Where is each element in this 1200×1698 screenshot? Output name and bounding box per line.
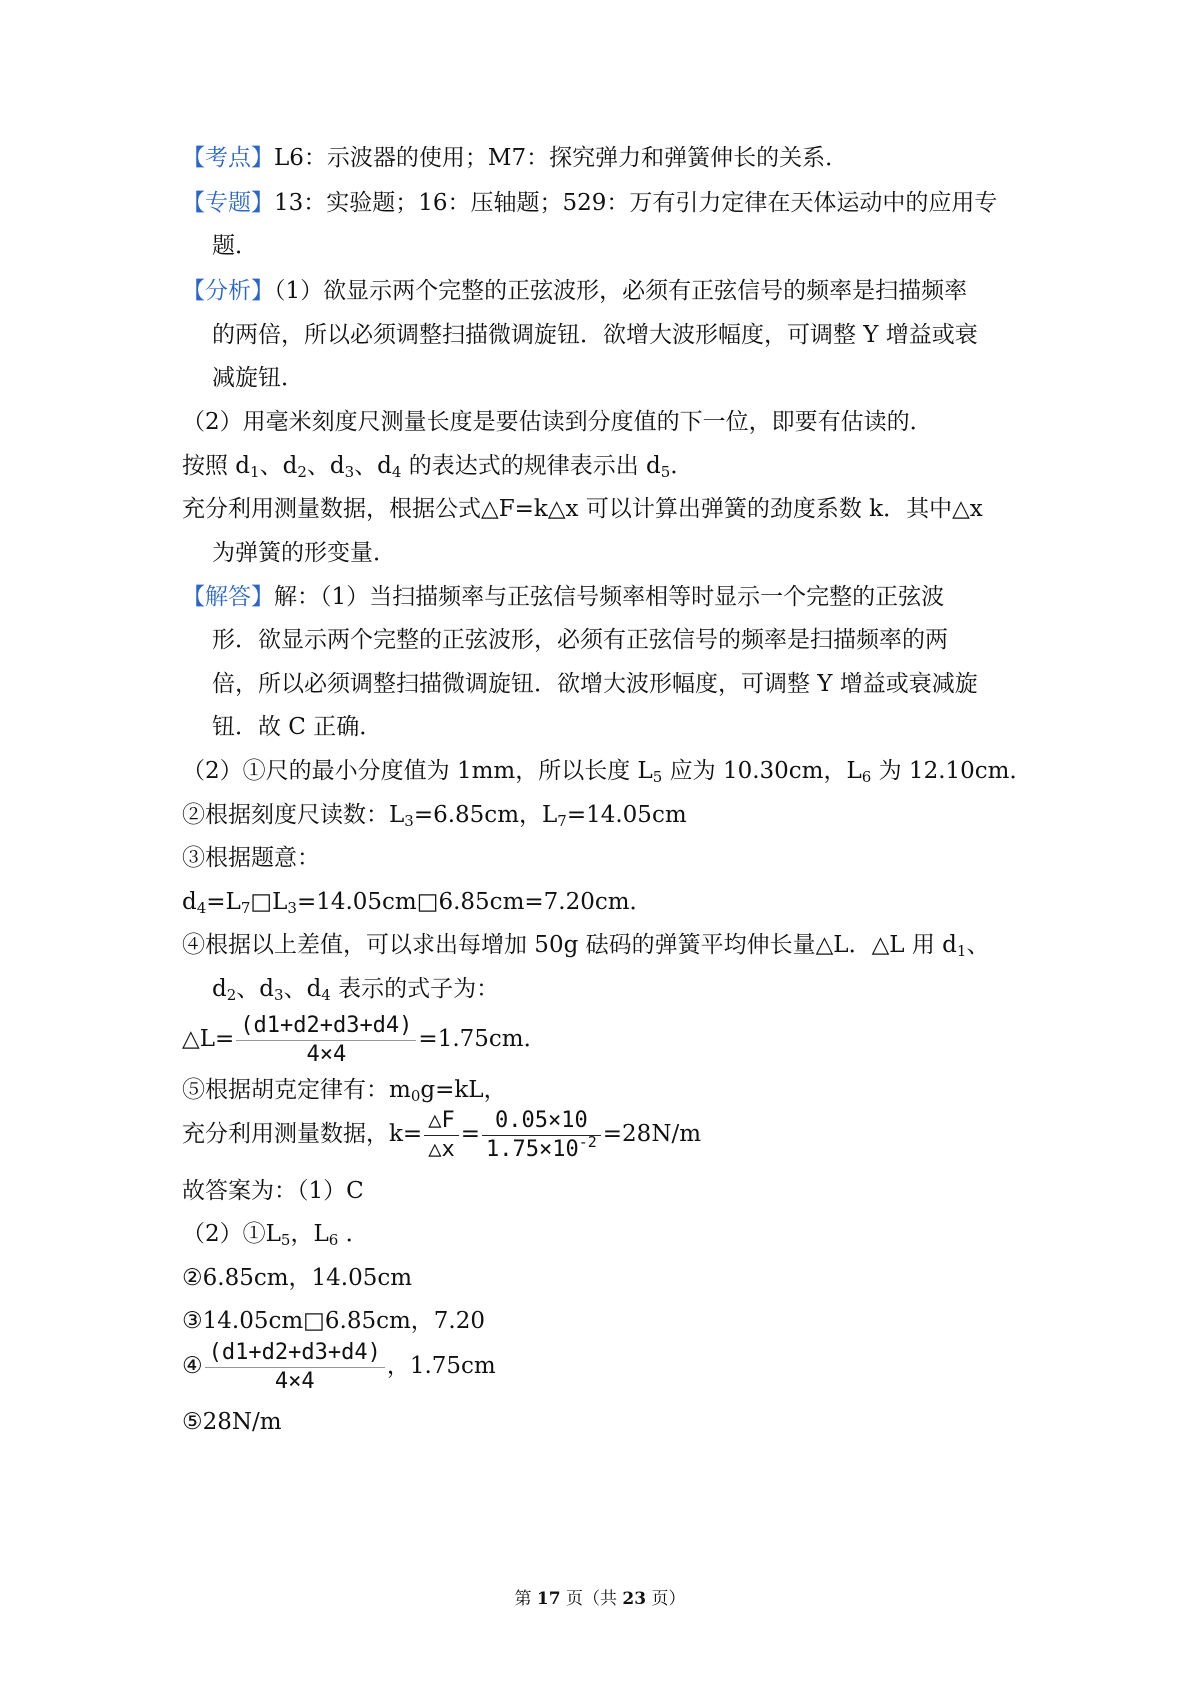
- jieda-text: 解：（1）当扫描频率与正弦信号频率相等时显示一个完整的正弦波: [274, 584, 945, 610]
- fenxi-tag: 【分析】: [182, 278, 274, 304]
- text: ④: [182, 1353, 203, 1379]
- solution-2-1: [182, 756, 1032, 786]
- subscript: 7: [240, 899, 251, 917]
- subscript: 4: [391, 463, 402, 481]
- zhuanti-line-2: 题．: [212, 233, 258, 259]
- delta-l-fraction: [236, 1013, 416, 1068]
- delta-f-over-delta-x: [424, 1108, 459, 1163]
- text: ②根据刻度尺读数：L: [182, 802, 405, 828]
- jieda-line-3: 倍，所以必须调整扫描微调旋钮．欲增大波形幅度，可调整 Y 增益或衰减旋: [212, 671, 978, 697]
- solution-2-2: [182, 800, 687, 830]
- text: 按照 d: [182, 453, 251, 479]
- text: 、d: [283, 976, 322, 1002]
- zhuanti-text: 13：实验题；16：压轴题；529：万有引力定律在天体运动中的应用专: [274, 190, 998, 216]
- answer-fraction: [205, 1340, 385, 1395]
- fraction-numerator: (d1+d2+d3+d4): [205, 1340, 385, 1368]
- subscript: 1: [250, 463, 260, 481]
- text: 、d: [306, 453, 345, 479]
- subscript: 5: [652, 768, 663, 786]
- subscript: 6: [861, 768, 872, 786]
- fraction-numerator: △F: [424, 1108, 459, 1136]
- subscript: 6: [328, 1231, 339, 1249]
- analysis-line-2: （2）用毫米刻度尺测量长度是要估读到分度值的下一位，即要有估读的．: [182, 409, 933, 435]
- text: 第: [514, 1589, 537, 1609]
- text: ，1.75cm: [386, 1353, 496, 1379]
- fenxi-text: （1）欲显示两个完整的正弦波形，必须有正弦信号的频率是扫描频率: [274, 278, 968, 304]
- subscript: 5: [280, 1231, 291, 1249]
- answer-2-4: [182, 1338, 496, 1395]
- fraction-numerator: (d1+d2+d3+d4): [236, 1013, 416, 1041]
- fenxi-line: [182, 276, 967, 306]
- fraction-numerator: 0.05×10: [482, 1108, 601, 1136]
- subscript: 3: [274, 986, 284, 1004]
- hooke-law-line: [182, 1075, 507, 1105]
- text: 、d: [354, 453, 392, 479]
- text: 、d: [259, 453, 298, 479]
- subscript: 4: [196, 899, 207, 917]
- text: ．: [338, 1221, 369, 1247]
- text: =14.05cm: [566, 802, 687, 828]
- subscript: 5: [660, 463, 671, 481]
- subscript: 7: [557, 812, 567, 830]
- answer-header: 故答案为：（1）C: [182, 1178, 364, 1204]
- kaodian-text: L6：示波器的使用；M7：探究弹力和弹簧伸长的关系．: [274, 145, 849, 171]
- answer-2-1: [182, 1219, 369, 1249]
- subscript: 2: [226, 986, 237, 1004]
- text: □L: [250, 889, 288, 915]
- total-pages: 23: [622, 1589, 647, 1609]
- subscript: 0: [410, 1087, 421, 1105]
- text: g=kL，: [420, 1077, 507, 1103]
- solution-2-4: [182, 887, 653, 917]
- text: 1.75×10: [486, 1136, 579, 1162]
- analysis-line-4: 充分利用测量数据，根据公式△F=k△x 可以计算出弹簧的劲度系数 k．其中△x: [182, 496, 983, 522]
- text: =28N/m: [602, 1121, 702, 1147]
- text: =14.05cm□6.85cm=7.20cm．: [296, 889, 653, 915]
- text: 页）: [646, 1589, 686, 1609]
- page-number: 17: [536, 1589, 561, 1609]
- numeric-fraction: [482, 1108, 601, 1163]
- jieda-line: [182, 582, 944, 612]
- analysis-line-4b: 为弹簧的形变量．: [212, 540, 396, 566]
- text: （2）①L: [182, 1221, 281, 1247]
- subscript: 3: [287, 899, 297, 917]
- page-footer: [0, 1584, 1200, 1609]
- fraction-denominator: △x: [428, 1136, 455, 1162]
- jieda-tag: 【解答】: [182, 584, 274, 610]
- text: 的表达式的规律表示出 d: [401, 453, 661, 479]
- solution-2-5b: [212, 974, 499, 1004]
- text: 页（共: [560, 1589, 623, 1609]
- jieda-line-2: 形．欲显示两个完整的正弦波形，必须有正弦信号的频率是扫描频率的两: [212, 627, 948, 653]
- k-calculation: [182, 1106, 701, 1163]
- subscript: 4: [321, 986, 331, 1004]
- text: 为 12.10cm．: [871, 758, 1033, 784]
- text: 表示的式子为：: [330, 976, 500, 1002]
- answer-2-5: ⑤28N/m: [182, 1409, 282, 1435]
- fenxi-line-2: 的两倍，所以必须调整扫描微调旋钮．欲增大波形幅度，可调整 Y 增益或衰: [212, 322, 978, 348]
- zhuanti-tag: 【专题】: [182, 190, 274, 216]
- fraction-denominator: 4×4: [306, 1041, 347, 1067]
- text: 、d: [236, 976, 275, 1002]
- text: （2）①尺的最小分度值为 1mm，所以长度 L: [182, 758, 653, 784]
- jieda-line-4: 钮．故 C 正确．: [212, 714, 383, 740]
- answer-2-2: ②6.85cm，14.05cm: [182, 1265, 413, 1291]
- subscript: 3: [404, 812, 414, 830]
- subscript: 1: [956, 942, 967, 960]
- kaodian-tag: 【考点】: [182, 145, 274, 171]
- answer-2-3: ③14.05cm□6.85cm，7.20: [182, 1308, 485, 1334]
- text: 充分利用测量数据，k=: [182, 1121, 423, 1147]
- fraction-denominator: 4×4: [274, 1368, 315, 1394]
- text: ．: [670, 453, 694, 479]
- text: =: [460, 1121, 480, 1147]
- text: d: [212, 976, 227, 1002]
- subscript: 2: [297, 463, 307, 481]
- text: 应为 10.30cm，L: [662, 758, 862, 784]
- text: ，L: [290, 1221, 329, 1247]
- analysis-line-3: [182, 451, 693, 481]
- text: =6.85cm，L: [413, 802, 558, 828]
- text: 、: [966, 932, 990, 958]
- text: ⑤根据胡克定律有：m: [182, 1077, 411, 1103]
- delta-l-formula: [182, 1011, 547, 1068]
- text: =1.75cm．: [418, 1026, 547, 1052]
- kaodian-line: [182, 143, 848, 173]
- text: ④根据以上差值，可以求出每增加 50g 砝码的弹簧平均伸长量△L．△L 用 d: [182, 932, 957, 958]
- text: =L: [206, 889, 241, 915]
- subscript: 3: [344, 463, 355, 481]
- text: d: [182, 889, 197, 915]
- solution-2-5: [182, 930, 989, 960]
- superscript: -2: [578, 1132, 597, 1151]
- zhuanti-line: [182, 188, 997, 218]
- fraction-denominator: [482, 1132, 601, 1163]
- solution-2-3: ③根据题意：: [182, 845, 320, 871]
- fenxi-line-3: 减旋钮．: [212, 365, 304, 391]
- text: △L=: [182, 1026, 235, 1052]
